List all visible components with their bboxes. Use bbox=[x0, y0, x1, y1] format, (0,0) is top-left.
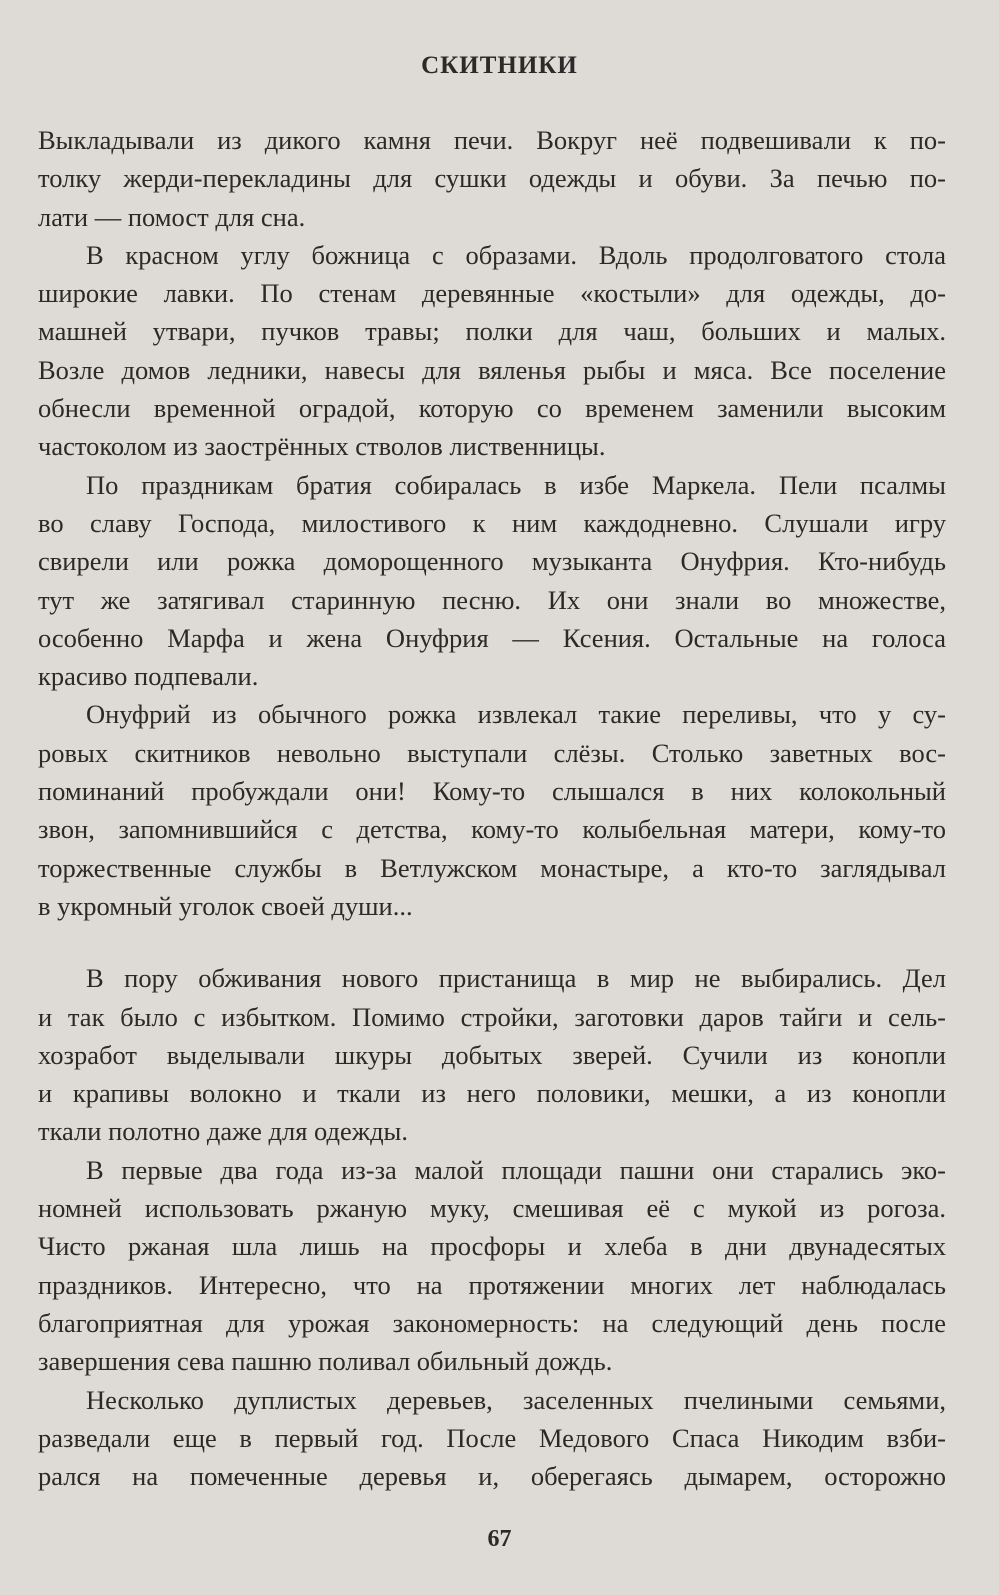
text-line: звон, запомнившийся с детства, кому-то колыбельная матери, кому-то bbox=[38, 814, 946, 845]
text-line: толку жерди-перекладины для сушки одежды и обуви. За печью по- bbox=[38, 163, 946, 194]
text-line: и крапивы волокно и ткали из него половики, мешки, а из конопли bbox=[38, 1078, 946, 1109]
text-line: красиво подпевали. bbox=[38, 661, 259, 692]
text-line: машней утвари, пучков травы; полки для чаш, больших и малых. bbox=[38, 316, 946, 347]
text-line: свирели или рожка доморощенного музыканта Онуфрия. Кто-нибудь bbox=[38, 546, 946, 577]
text-line: ровых скитников невольно выступали слёзы. Столько заветных вос- bbox=[38, 737, 946, 768]
text-line: Онуфрий из обычного рожка извлекал такие переливы, что у су- bbox=[86, 699, 946, 730]
text-line: праздников. Интересно, что на протяжении многих лет наблюдалась bbox=[38, 1269, 946, 1300]
text-line: торжественные службы в Ветлужском монастыре, а кто-то заглядывал bbox=[38, 852, 946, 883]
paragraph bbox=[38, 959, 946, 1150]
text-line: обнесли временной оградой, которую со временем заменили высоким bbox=[38, 393, 946, 424]
text-line: В пору обживания нового пристанища в мир не выбирались. Дел bbox=[86, 963, 946, 994]
text-line: Чисто ржаная шла лишь на просфоры и хлеба в дни двунадесятых bbox=[38, 1231, 946, 1262]
paragraph bbox=[38, 236, 946, 466]
page-number: 67 bbox=[487, 1526, 512, 1552]
text-line: Возле домов ледники, навесы для вяленья рыбы и мяса. Все поселение bbox=[38, 354, 946, 385]
text-line: рался на помеченные деревья и, оберегаясь дымарем, осторожно bbox=[38, 1461, 946, 1492]
text-line: в укромный уголок своей души... bbox=[38, 890, 413, 921]
text-line: тут же затягивал старинную песню. Их они знали во множестве, bbox=[38, 584, 946, 615]
text-line: лати — помост для сна. bbox=[38, 201, 306, 232]
text-line: хозработ выделывали шкуры добытых зверей. Сучили из конопли bbox=[38, 1039, 946, 1070]
text-line: ткали полотно даже для одежды. bbox=[38, 1116, 408, 1147]
text-line: В красном углу божница с образами. Вдоль продолговатого стола bbox=[86, 239, 946, 270]
paragraph bbox=[38, 466, 946, 696]
paragraph bbox=[38, 1381, 946, 1496]
page-body bbox=[38, 121, 946, 1495]
text-line: номней использовать ржаную муку, смешивая её с мукой из рогоза. bbox=[38, 1193, 946, 1224]
text-line: особенно Марфа и жена Онуфрия — Ксения. Остальные на голоса bbox=[38, 622, 946, 653]
section-gap bbox=[38, 925, 946, 959]
text-line: В первые два года из-за малой площади пашни они старались эко- bbox=[86, 1154, 946, 1185]
text-line: Несколько дуплистых деревьев, заселенных пчелиными семьями, bbox=[86, 1384, 946, 1415]
text-line: во славу Господа, милостивого к ним каждодневно. Слушали игру bbox=[38, 507, 946, 538]
text-line: Выкладывали из дикого камня печи. Вокруг неё подвешивали к по- bbox=[38, 125, 946, 155]
text-line: завершения сева пашню поливал обильный дождь. bbox=[38, 1346, 613, 1377]
text-line: По праздникам братия собиралась в избе Маркела. Пели псалмы bbox=[86, 469, 946, 500]
text-line: поминаний пробуждали они! Кому-то слышался в них колокольный bbox=[38, 776, 946, 807]
text-line: разведали еще в первый год. После Медового Спаса Никодим взби- bbox=[38, 1422, 946, 1453]
paragraph bbox=[38, 695, 946, 925]
text-line: благоприятная для урожая закономерность: на следующий день после bbox=[38, 1307, 946, 1338]
text-line: широкие лавки. По стенам деревянные «костыли» для одежды, до- bbox=[38, 278, 946, 309]
paragraph bbox=[38, 1151, 946, 1381]
paragraph bbox=[38, 121, 946, 236]
text-line: частоколом из заострённых стволов лиственницы. bbox=[38, 431, 606, 462]
text-line: и так было с избытком. Помимо стройки, заготовки даров тайги и сель- bbox=[38, 1001, 946, 1032]
running-header: СКИТНИКИ bbox=[421, 52, 578, 79]
